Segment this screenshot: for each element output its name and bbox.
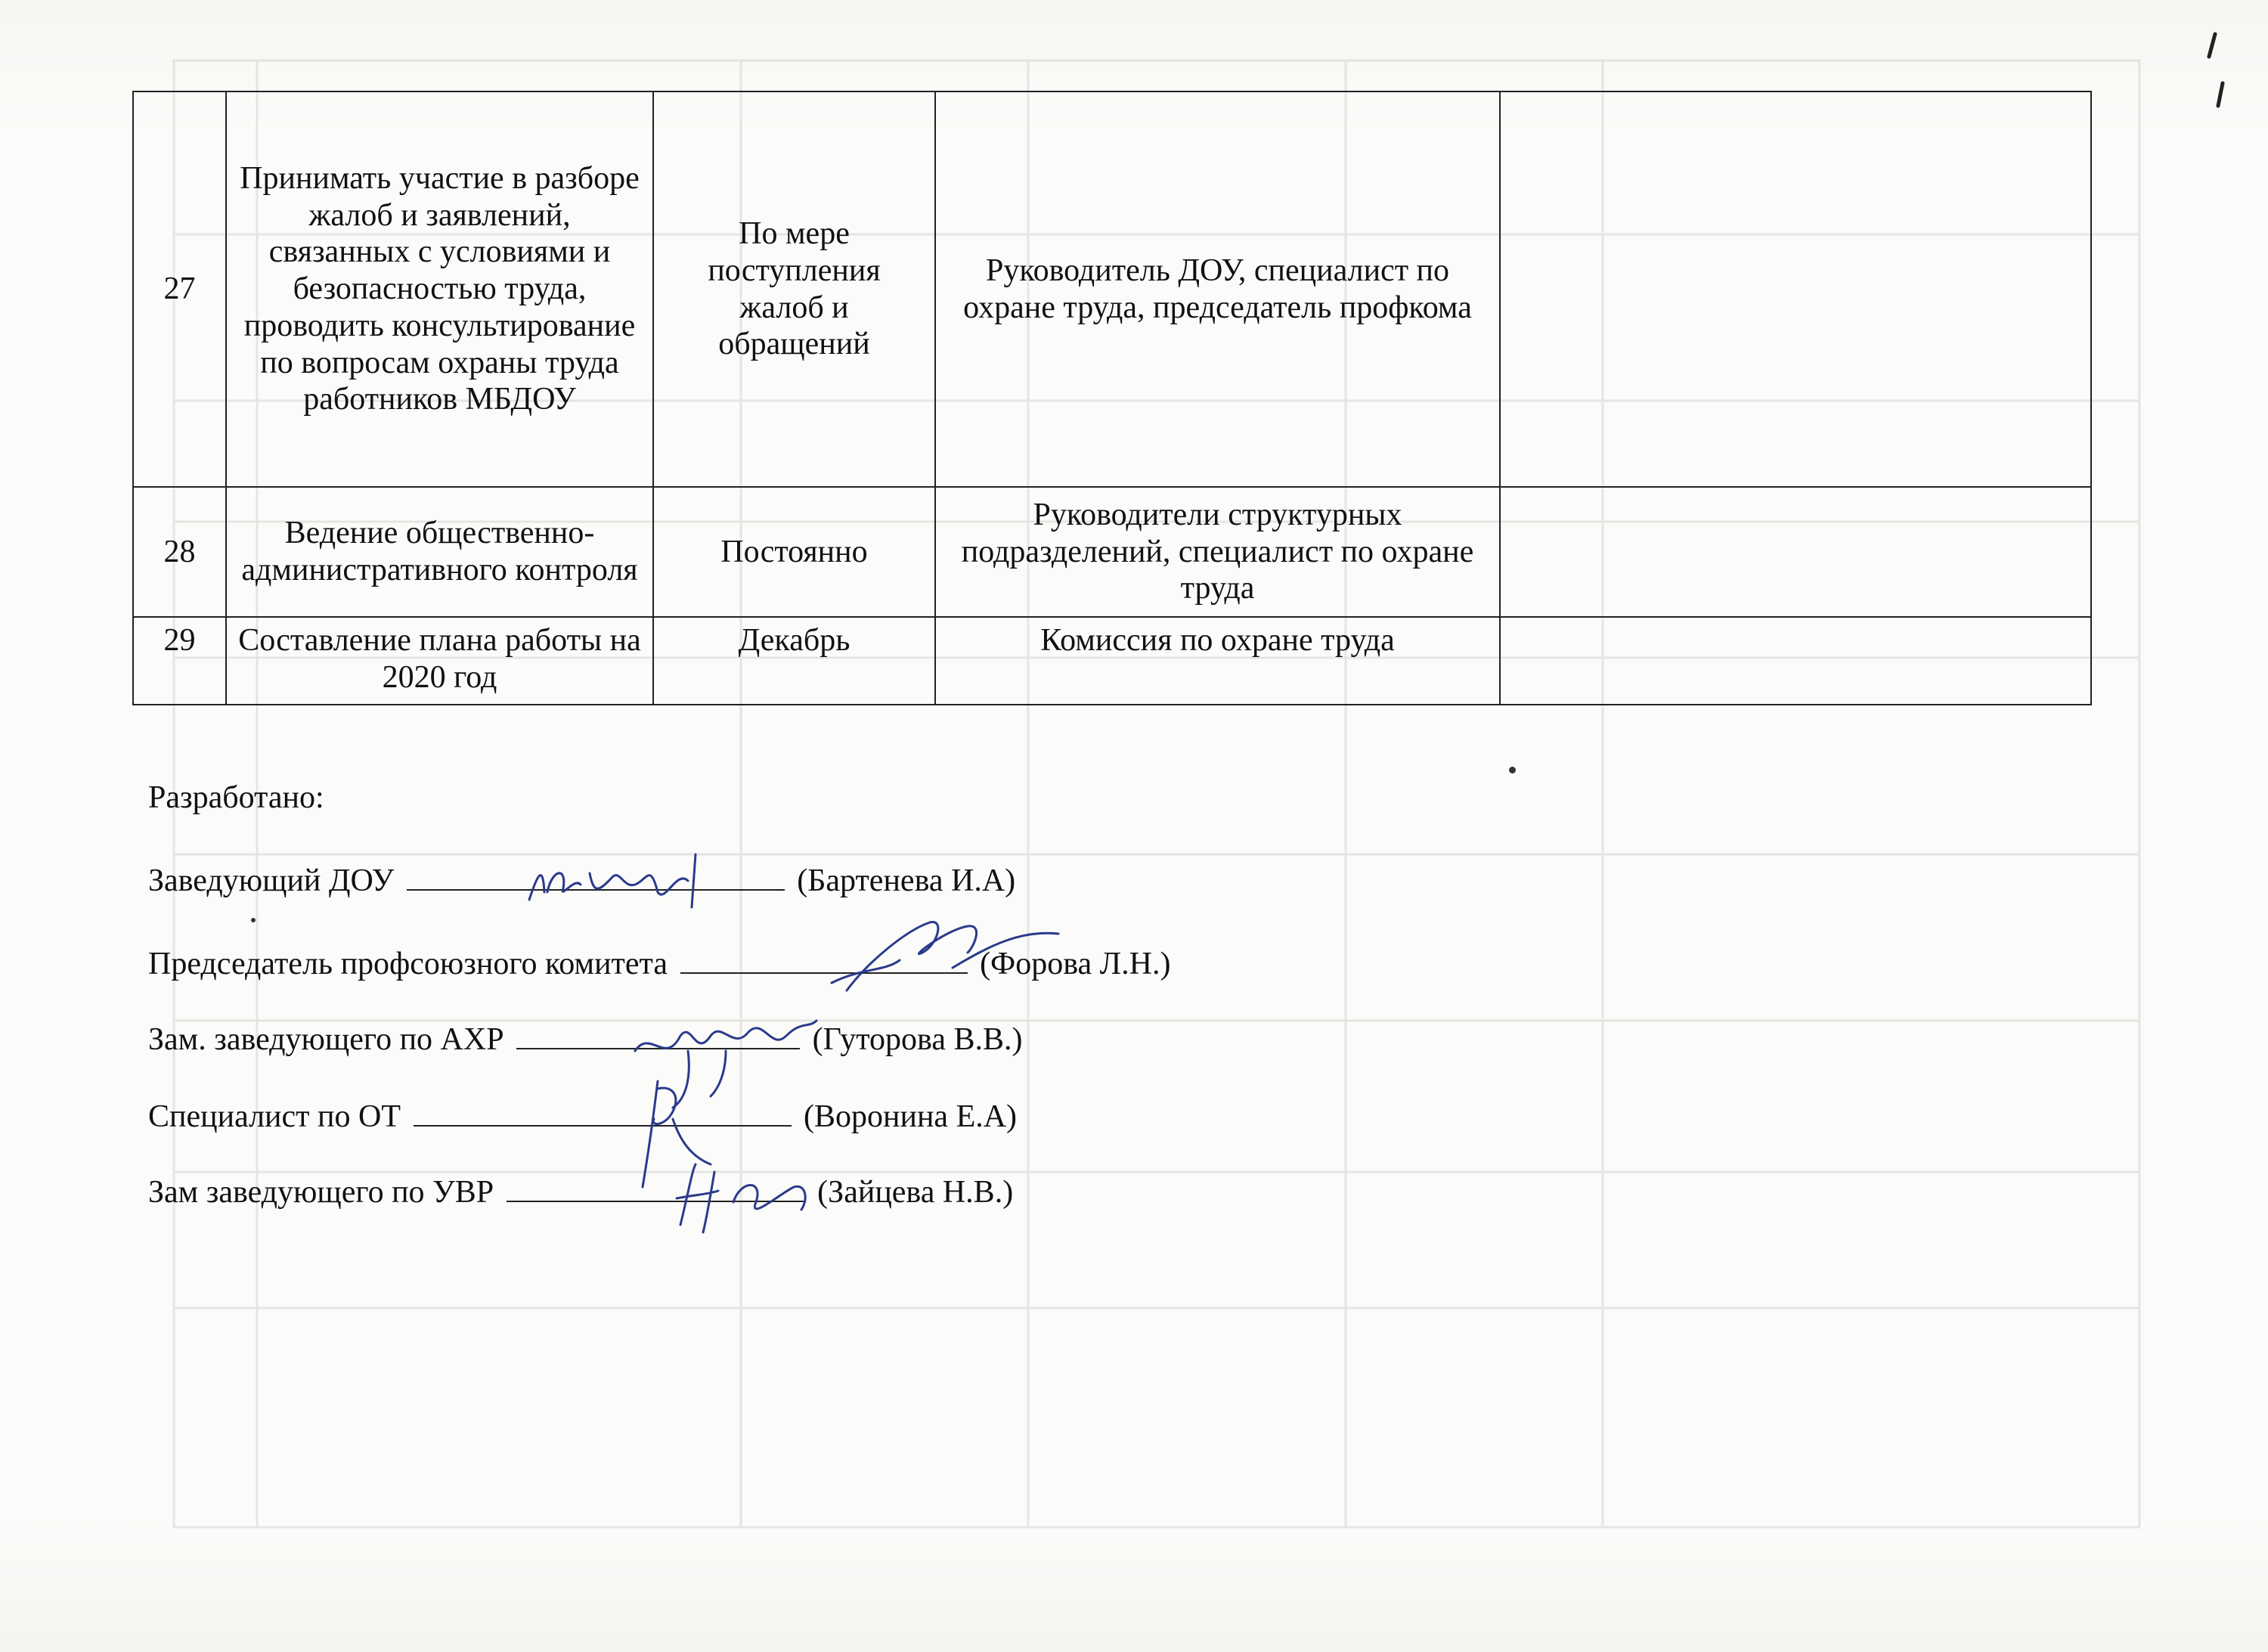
margin-pen-marks — [2192, 30, 2238, 113]
row-number-cell: 29 — [133, 617, 226, 705]
signature-blank — [407, 862, 785, 891]
signature-role: Специалист по ОТ — [148, 1099, 401, 1134]
signature-blank — [414, 1098, 792, 1127]
signature-line-union — [148, 945, 1170, 983]
signature-role: Заведующий ДОУ — [148, 863, 395, 898]
signature-line-uvr — [148, 1173, 1013, 1211]
task-cell: Составление плана работы на 2020 год — [226, 617, 653, 705]
signature-blank — [507, 1173, 805, 1202]
signature-name: (Воронина Е.А) — [804, 1099, 1018, 1134]
row-number-cell: 28 — [133, 487, 226, 617]
row-number-cell: 27 — [133, 91, 226, 487]
note-cell — [1500, 91, 2091, 487]
responsible-cell: Комиссия по охране труда — [935, 617, 1500, 705]
note-cell — [1500, 487, 2091, 617]
responsible-cell: Руководители структурных подразделений, специалист по охране труда — [935, 487, 1500, 617]
signature-name: (Зайцева Н.В.) — [817, 1175, 1014, 1210]
signature-heading: Разработано: — [148, 780, 324, 815]
ink-dot — [1509, 767, 1516, 773]
task-cell: Принимать участие в разборе жалоб и заявлений, связанных с условиями и безопасностью труда, проводить консультирование по вопросам охраны труда работников МБДОУ — [226, 91, 653, 487]
term-cell: Декабрь — [653, 617, 935, 705]
signature-line-ahr — [148, 1021, 1022, 1058]
signature-line-ot — [148, 1098, 1017, 1136]
safety-plan-table — [132, 91, 2092, 705]
signature-role: Председатель профсоюзного комитета — [148, 947, 668, 981]
note-cell — [1500, 617, 2091, 705]
signature-name: (Бартенева И.А) — [797, 863, 1016, 898]
signature-blank — [680, 945, 968, 974]
signature-line-head — [148, 862, 1015, 900]
table-row — [133, 91, 2091, 487]
table-row — [133, 617, 2091, 705]
term-cell: Постоянно — [653, 487, 935, 617]
table-row — [133, 487, 2091, 617]
signature-role: Зам. заведующего по АХР — [148, 1022, 504, 1057]
signature-role: Зам заведующего по УВР — [148, 1175, 494, 1210]
signature-name: (Форова Л.Н.) — [980, 947, 1171, 981]
responsible-cell: Руководитель ДОУ, специалист по охране труда, председатель профкома — [935, 91, 1500, 487]
signature-blank — [516, 1021, 800, 1049]
task-cell: Ведение общественно-административного контроля — [226, 487, 653, 617]
term-cell: По мере поступления жалоб и обращений — [653, 91, 935, 487]
signature-name: (Гуторова В.В.) — [812, 1022, 1023, 1057]
ink-dot — [251, 918, 256, 922]
